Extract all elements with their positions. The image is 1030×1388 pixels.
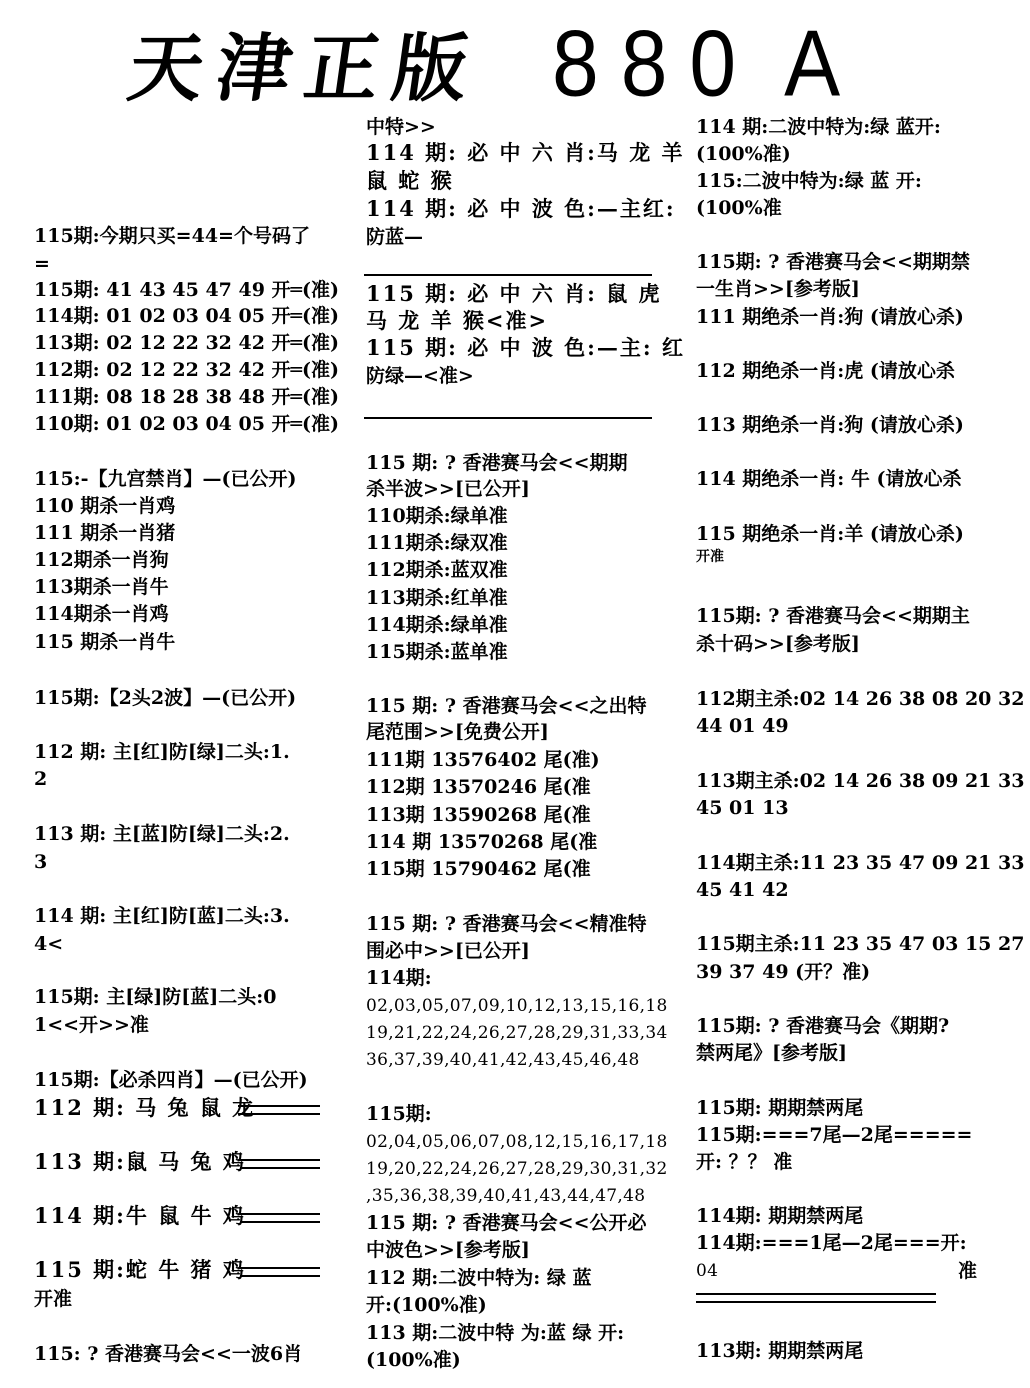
text-line: 110期杀:绿单准 — [366, 505, 508, 527]
text-line: 113期 13590268 尾(准 — [366, 804, 591, 826]
divider — [364, 417, 652, 419]
text-line: 115期: ? 香港赛马会《期期? — [696, 1015, 950, 1037]
double-rule — [238, 1105, 320, 1115]
text-line: 115期: ? 香港赛马会<<期期禁 — [696, 251, 970, 273]
text-line: 113期杀一肖牛 — [34, 576, 169, 598]
text-line: 115期: 主[绿]防[蓝]二头:0 — [34, 986, 277, 1008]
text-line: 开准 — [696, 549, 724, 565]
text-line: (100%准) — [366, 1349, 461, 1371]
text-line: (100%准 — [696, 197, 782, 219]
text-line: 防绿—<准> — [366, 365, 474, 387]
text-line: 110 期杀一肖鸡 — [34, 495, 176, 517]
text-line: 开:(100%准) — [366, 1294, 487, 1316]
text-line: 36,37,39,40,41,42,43,45,46,48 — [366, 1050, 640, 1070]
text-line: 4< — [34, 933, 64, 955]
double-rule — [696, 1293, 936, 1303]
text-line: 115期:【必杀四肖】—(已公开) — [34, 1069, 308, 1091]
text-line: 113期: 02 12 22 32 42 开═(准) — [34, 332, 339, 354]
text-line: 45 01 13 — [696, 797, 789, 819]
text-line: 113期: 期期禁两尾 — [696, 1340, 864, 1362]
text-line: 114期杀:绿单准 — [366, 614, 508, 636]
text-line: 115 期杀一肖牛 — [34, 631, 176, 653]
text-line: (100%准) — [696, 143, 791, 165]
text-line: 1<<开>>准 — [34, 1014, 149, 1036]
text-line: 115期:【2头2波】—(已公开) — [34, 687, 297, 709]
text-line: 鼠 蛇 猴 — [366, 168, 454, 193]
text-line: 115期 15790462 尾(准 — [366, 858, 591, 880]
double-rule — [240, 1213, 320, 1223]
text-line: 马 龙 羊 猴<准> — [366, 308, 549, 333]
page-title — [123, 9, 900, 116]
text-line: 19,20,22,24,26,27,28,29,30,31,32 — [366, 1159, 668, 1179]
text-line: 开: ？？ 准 — [696, 1151, 793, 1173]
text-line: 115期: — [366, 1103, 432, 1125]
text-line: 113期杀:红单准 — [366, 587, 508, 609]
text-line: 115期: 41 43 45 47 49 开═(准) — [34, 279, 339, 301]
text-line: 2 — [34, 768, 48, 790]
text-line: 115 期绝杀一肖:羊 (请放心杀) — [696, 523, 964, 545]
text-line: 112 期绝杀一肖:虎 (请放心杀 — [696, 360, 955, 382]
text-line: 114期杀一肖鸡 — [34, 603, 169, 625]
text-line: 115 期: 必 中 六 肖: 鼠 虎 — [366, 281, 662, 306]
text-line: 115期主杀:11 23 35 47 03 15 27 — [696, 933, 1025, 955]
text-line: 中特>> — [366, 116, 436, 138]
text-line: 111 期杀一肖猪 — [34, 522, 176, 544]
text-line: 一生肖>>[参考版] — [696, 278, 860, 300]
text-line: 113 期:鼠 马 兔 鸡 — [34, 1149, 246, 1174]
text-line: 115 期: ? 香港赛马会<<之出特 — [366, 695, 647, 717]
text-line: 尾范围>>[免费公开] — [366, 721, 549, 743]
text-line: 02,03,05,07,09,10,12,13,15,16,18 — [366, 996, 668, 1016]
text-line: 04 — [696, 1261, 719, 1281]
text-line: 112期 13570246 尾(准 — [366, 776, 591, 798]
text-line: 110期: 01 02 03 04 05 开═(准) — [34, 413, 339, 435]
text-line: 113期主杀:02 14 26 38 09 21 33 — [696, 770, 1025, 792]
text-line: 115 期: 必 中 波 色:—主: 红 — [366, 335, 685, 360]
text-line: 114期: 01 02 03 04 05 开═(准) — [34, 305, 339, 327]
text-line: 111 期绝杀一肖:狗 (请放心杀) — [696, 306, 964, 328]
text-line: 中波色>>[参考版] — [366, 1239, 530, 1261]
text-line: 39 37 49 (开？准) — [696, 961, 871, 983]
text-line: 111期 13576402 尾(准) — [366, 749, 600, 771]
text-line: 115 期: ? 香港赛马会<<精准特 — [366, 913, 647, 935]
text-line: 115期杀:蓝单准 — [366, 641, 508, 663]
text-line: = — [34, 253, 50, 275]
text-line: 114期主杀:11 23 35 47 09 21 33 — [696, 852, 1025, 874]
double-rule — [240, 1267, 320, 1277]
text-line: 115期: ? 香港赛马会<<期期主 — [696, 605, 970, 627]
text-line: 禁两尾》[参考版] — [696, 1042, 847, 1064]
text-line: 112 期: 马 兔 鼠 龙 — [34, 1095, 256, 1120]
text-line: 112期杀:蓝双准 — [366, 559, 508, 581]
text-line: 115: ? 香港赛马会<<一波6肖 — [34, 1343, 303, 1365]
text-line: 114 期绝杀一肖: 牛 (请放心杀 — [696, 468, 962, 490]
title-chinese: 天津正版 — [123, 26, 488, 112]
text-line: 115 期: ? 香港赛马会<<期期 — [366, 452, 628, 474]
text-line: 19,21,22,24,26,27,28,29,31,33,34 — [366, 1023, 668, 1043]
text-line: 杀半波>>[已公开] — [366, 478, 530, 500]
text-line: 114 期:二波中特为:绿 蓝开: — [696, 116, 941, 138]
text-line: 围必中>>[已公开] — [366, 940, 530, 962]
text-line: 3 — [34, 851, 48, 873]
text-line: 开准 — [34, 1288, 73, 1310]
text-line: 113 期: 主[蓝]防[绿]二头:2. — [34, 823, 290, 845]
text-line: 115 期: ? 香港赛马会<<公开必 — [366, 1212, 647, 1234]
text-line: 113 期绝杀一肖:狗 (请放心杀) — [696, 414, 964, 436]
text-line: 115期:===7尾—2尾===== — [696, 1124, 973, 1146]
text-line: 114 期: 必 中 波 色:—主红: — [366, 196, 676, 221]
text-line: 114 期: 主[红]防[蓝]二头:3. — [34, 905, 290, 927]
text-line: 115 期:蛇 牛 猪 鸡 — [34, 1257, 246, 1282]
text-line: 111期: 08 18 28 38 48 开═(准) — [34, 386, 339, 408]
text-line: 111期杀:绿双准 — [366, 532, 508, 554]
title-letter: A — [784, 9, 841, 116]
text-line: 02,04,05,06,07,08,12,15,16,17,18 — [366, 1132, 668, 1152]
text-line: 115:二波中特为:绿 蓝 开: — [696, 170, 922, 192]
title-number: 880 — [552, 9, 759, 116]
text-line: 防蓝— — [366, 226, 424, 248]
text-line: 112期杀一肖狗 — [34, 549, 169, 571]
text-line: 112期: 02 12 22 32 42 开═(准) — [34, 359, 339, 381]
text-line: 44 01 49 — [696, 715, 789, 737]
text-line: 114期:===1尾—2尾===开: — [696, 1232, 967, 1254]
text-line: ,35,36,38,39,40,41,43,44,47,48 — [366, 1186, 646, 1206]
text-line: 115:-【九宫禁肖】—(已公开) — [34, 468, 297, 490]
text-line: 113 期:二波中特 为:蓝 绿 开: — [366, 1322, 625, 1344]
double-rule — [240, 1159, 320, 1169]
text-line: 114 期: 必 中 六 肖:马 龙 羊 — [366, 140, 685, 165]
text-line: 114 期 13570268 尾(准 — [366, 831, 598, 853]
text-line: 112 期: 主[红]防[绿]二头:1. — [34, 741, 290, 763]
text-line: 114期: — [366, 967, 432, 989]
divider — [364, 274, 652, 276]
text-line: 杀十码>>[参考版] — [696, 633, 860, 655]
text-line: 115期: 期期禁两尾 — [696, 1097, 864, 1119]
text-line: 112 期:二波中特为: 绿 蓝 — [366, 1267, 592, 1289]
text-line: 准 — [958, 1260, 978, 1282]
text-line: 114期: 期期禁两尾 — [696, 1205, 864, 1227]
text-line: 115期:今期只买=44=个号码了 — [34, 225, 310, 247]
text-line: 45 41 42 — [696, 879, 789, 901]
text-line: 114 期:牛 鼠 牛 鸡 — [34, 1203, 246, 1228]
text-line: 112期主杀:02 14 26 38 08 20 32 — [696, 688, 1025, 710]
